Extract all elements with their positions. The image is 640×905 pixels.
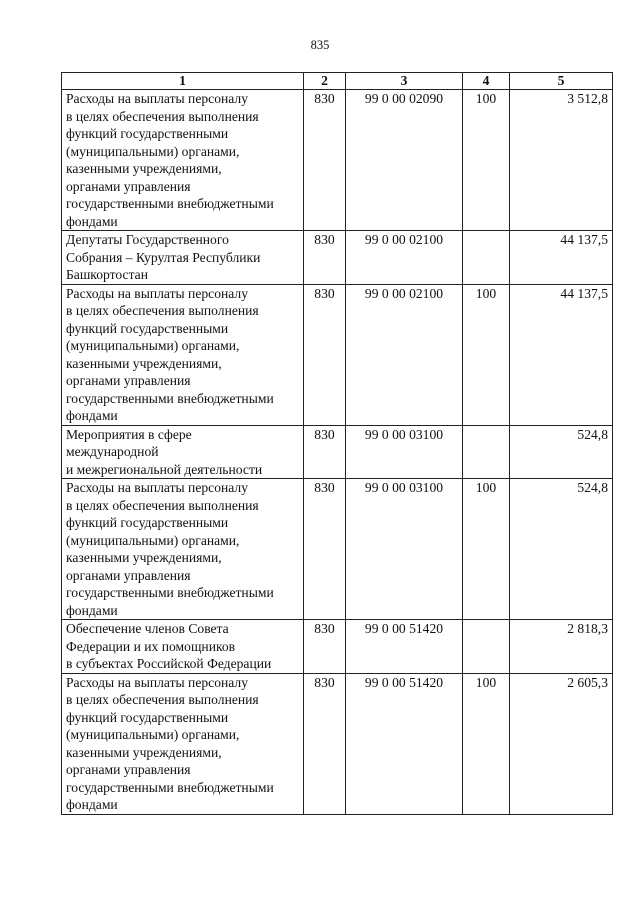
row-amount-cell: 2 605,3 xyxy=(510,673,613,814)
row-amount-cell: 524,8 xyxy=(510,425,613,479)
row-name-cell: Расходы на выплаты персоналу в целях обеспечения выполнения функций государственными (муниципальными) органами, казенными учреждениями, органами управления государственными внебюджетными фондами xyxy=(62,90,304,231)
row-chapter-cell: 830 xyxy=(304,479,346,620)
row-name-cell: Расходы на выплаты персоналу в целях обеспечения выполнения функций государственными (муниципальными) органами, казенными учреждениями, органами управления государственными внебюджетными фондами xyxy=(62,673,304,814)
row-target-cell: 99 0 00 51420 xyxy=(346,673,463,814)
row-amount-cell: 2 818,3 xyxy=(510,620,613,674)
row-name-cell: Мероприятия в сфере международной и межрегиональной деятельности xyxy=(62,425,304,479)
row-chapter-cell: 830 xyxy=(304,231,346,285)
table-row xyxy=(62,620,613,674)
row-vr-cell: 100 xyxy=(463,673,510,814)
table-row xyxy=(62,231,613,285)
row-amount-cell: 524,8 xyxy=(510,479,613,620)
row-vr-cell xyxy=(463,620,510,674)
page-number: 835 xyxy=(310,38,330,52)
row-chapter-cell: 830 xyxy=(304,90,346,231)
row-target-cell: 99 0 00 03100 xyxy=(346,479,463,620)
row-target-cell: 99 0 00 02100 xyxy=(346,284,463,425)
table-body xyxy=(62,90,613,815)
row-chapter-cell: 830 xyxy=(304,620,346,674)
table-row xyxy=(62,90,613,231)
row-vr-cell xyxy=(463,231,510,285)
row-chapter-cell: 830 xyxy=(304,284,346,425)
row-name-cell: Депутаты Государственного Собрания – Курултая Республики Башкортостан xyxy=(62,231,304,285)
header-cell-target: 3 xyxy=(346,73,463,90)
header-cell-amount: 5 xyxy=(510,73,613,90)
row-target-cell: 99 0 00 02090 xyxy=(346,90,463,231)
row-name-cell: Расходы на выплаты персоналу в целях обеспечения выполнения функций государственными (муниципальными) органами, казенными учреждениями, органами управления государственными внебюджетными фондами xyxy=(62,284,304,425)
row-target-cell: 99 0 00 51420 xyxy=(346,620,463,674)
header-cell-name: 1 xyxy=(62,73,304,90)
table-header xyxy=(62,73,613,90)
row-target-cell: 99 0 00 02100 xyxy=(346,231,463,285)
table-row xyxy=(62,425,613,479)
row-amount-cell: 3 512,8 xyxy=(510,90,613,231)
row-target-cell: 99 0 00 03100 xyxy=(346,425,463,479)
header-row xyxy=(62,73,613,90)
row-vr-cell: 100 xyxy=(463,479,510,620)
table-row xyxy=(62,284,613,425)
row-amount-cell: 44 137,5 xyxy=(510,231,613,285)
row-chapter-cell: 830 xyxy=(304,673,346,814)
row-amount-cell: 44 137,5 xyxy=(510,284,613,425)
header-cell-chapter: 2 xyxy=(304,73,346,90)
row-vr-cell: 100 xyxy=(463,284,510,425)
table-row xyxy=(62,673,613,814)
row-chapter-cell: 830 xyxy=(304,425,346,479)
header-cell-vr: 4 xyxy=(463,73,510,90)
budget-table xyxy=(61,72,613,815)
row-name-cell: Расходы на выплаты персоналу в целях обеспечения выполнения функций государственными (муниципальными) органами, казенными учреждениями, органами управления государственными внебюджетными фондами xyxy=(62,479,304,620)
row-vr-cell xyxy=(463,425,510,479)
row-name-cell: Обеспечение членов Совета Федерации и их помощников в субъектах Российской Федерации xyxy=(62,620,304,674)
table-row xyxy=(62,479,613,620)
row-vr-cell: 100 xyxy=(463,90,510,231)
